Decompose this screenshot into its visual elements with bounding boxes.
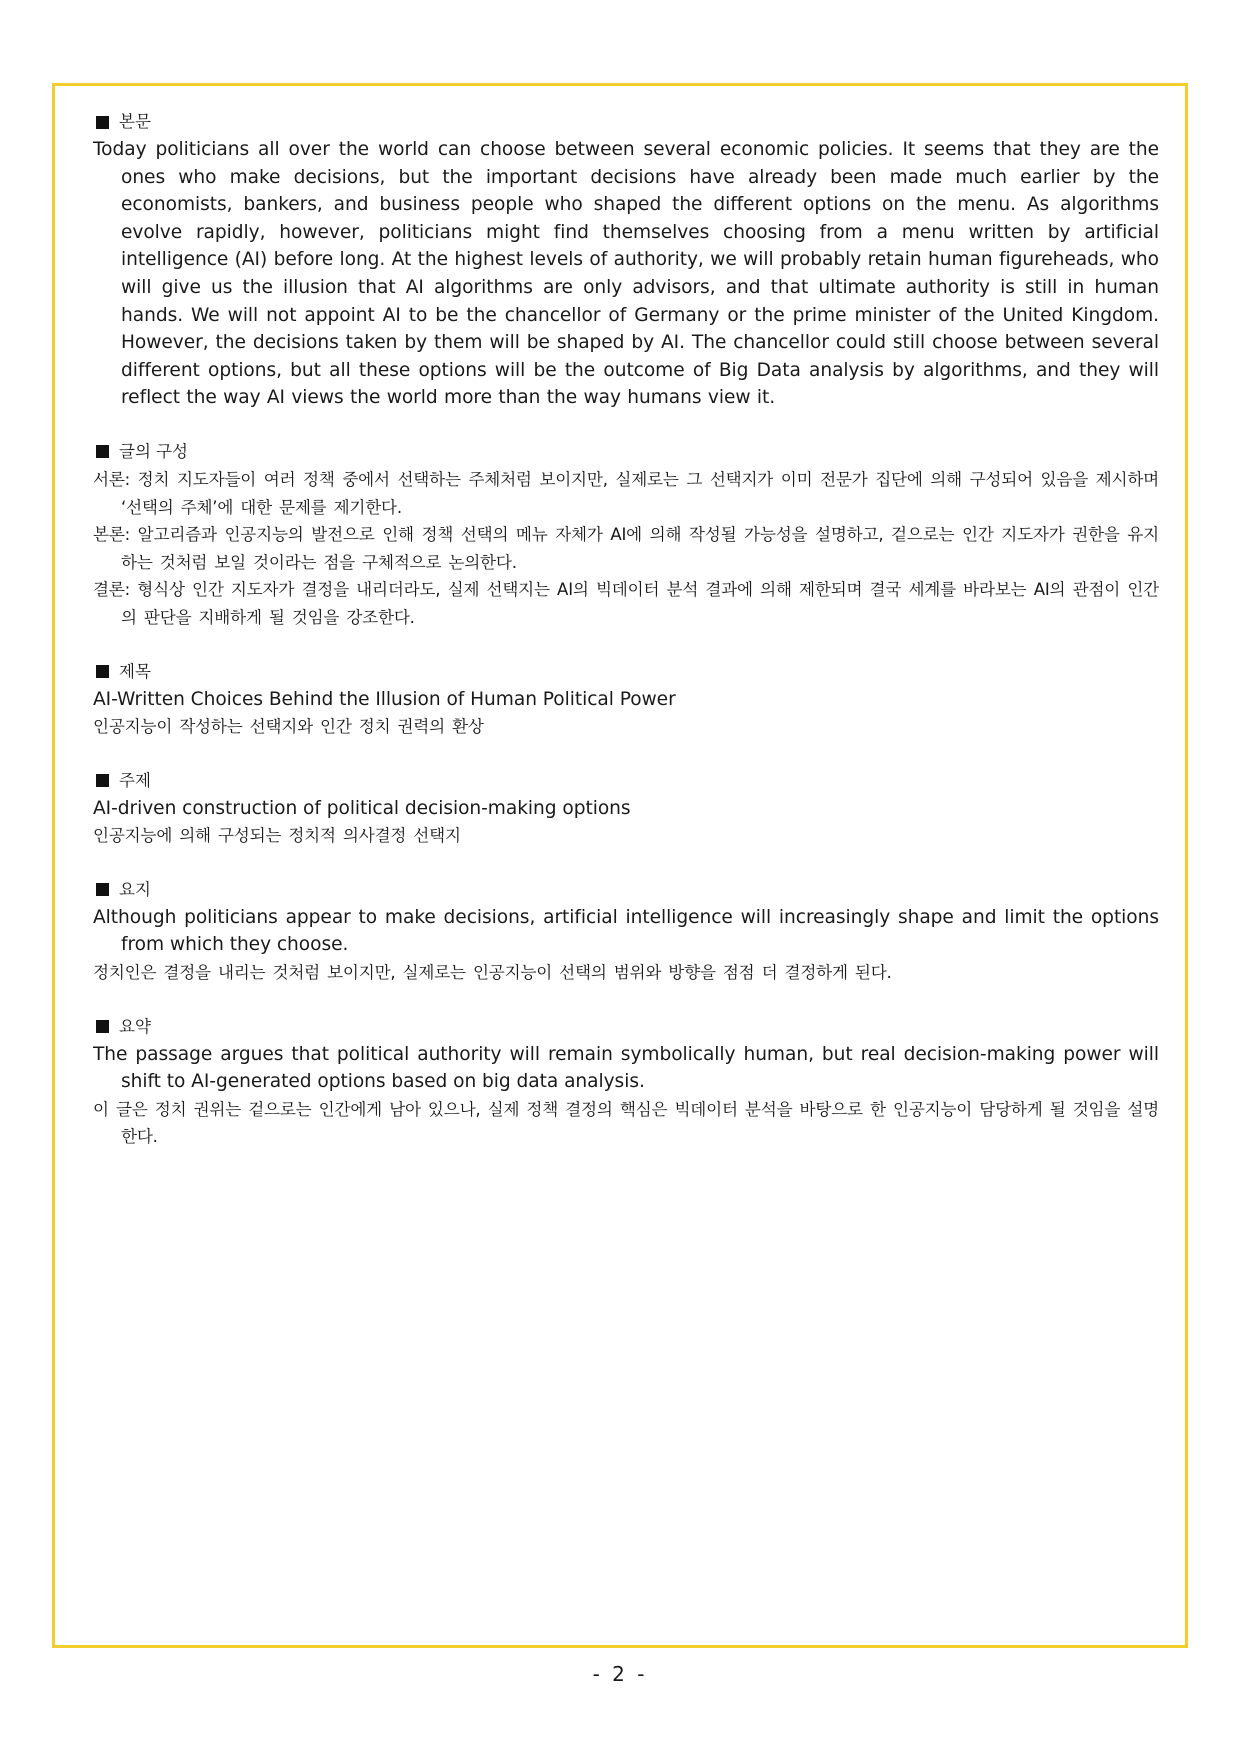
heading-label: 본문: [119, 112, 151, 131]
square-bullet-icon: [96, 774, 109, 787]
structure-conclusion: 결론: 형식상 인간 지도자가 결정을 내리더라도, 실제 선택지는 AI의 빅데이터 분석 결과에 의해 제한되며 결국 세계를 바라보는 AI의 관점이 인간의 판단을 지배하게 될 것임을 강조한다.: [93, 580, 1159, 627]
square-bullet-icon: [96, 883, 109, 896]
topic-english: AI-driven construction of political decision-making options: [93, 797, 631, 819]
document-content: [93, 110, 1159, 1179]
square-bullet-icon: [96, 1020, 109, 1033]
section-heading: [93, 878, 1159, 902]
heading-label: 요지: [119, 879, 151, 899]
section-title: [93, 660, 1159, 741]
section-heading: [93, 769, 1159, 793]
gist-korean: 정치인은 결정을 내리는 것처럼 보이지만, 실제로는 인공지능이 선택의 범위와 방향을 점점 더 결정하게 된다.: [93, 963, 892, 983]
heading-label: 주제: [119, 770, 151, 790]
section-heading: [93, 440, 1159, 464]
section-body: [93, 110, 1159, 412]
section-heading: [93, 110, 1159, 134]
square-bullet-icon: [96, 116, 109, 129]
heading-label: 요약: [119, 1016, 151, 1036]
section-topic: [93, 769, 1159, 850]
heading-label: 제목: [119, 661, 151, 681]
heading-label: 글의 구성: [119, 441, 189, 461]
square-bullet-icon: [96, 445, 109, 458]
section-summary: [93, 1015, 1159, 1151]
section-structure: [93, 440, 1159, 632]
square-bullet-icon: [96, 665, 109, 678]
title-korean: 인공지능이 작성하는 선택지와 인간 정치 권력의 환상: [93, 717, 484, 737]
section-heading: [93, 660, 1159, 684]
gist-english: Although politicians appear to make decisions, artificial intelligence will increasingly shape and limit the options from which they choose.: [93, 906, 1159, 956]
passage-text: Today politicians all over the world can choose between several economic policies. It seems that they are the ones who make decisions, but the important decisions have already been made much earlier by the economists, bankers, and business people who shaped the different options on the menu. As algorithms evolve rapidly, however, politicians might find themselves choosing from a menu written by artificial intelligence (AI) before long. At the highest levels of authority, we will probably retain human figureheads, who will give us the illusion that AI algorithms are only advisors, and that ultimate authority is still in human hands. We will not appoint AI to be the chancellor of Germany or the prime minister of the United Kingdom. However, the decisions taken by them will be shaped by AI. The chancellor could still choose between several different options, but all these options will be the outcome of Big Data analysis by algorithms, and they will reflect the way AI views the world more than the way humans view it.: [93, 139, 1159, 409]
page-number: - 2 -: [592, 1662, 648, 1686]
section-heading: [93, 1015, 1159, 1039]
structure-main: 본론: 알고리즘과 인공지능의 발전으로 인해 정책 선택의 메뉴 자체가 AI에 의해 작성될 가능성을 설명하고, 겉으로는 인간 지도자가 권한을 유지하는 것처럼 보일 것이라는 점을 구체적으로 논의한다.: [93, 525, 1159, 572]
summary-korean: 이 글은 정치 권위는 겉으로는 인간에게 남아 있으나, 실제 정책 결정의 핵심은 빅데이터 분석을 바탕으로 한 인공지능이 담당하게 될 것임을 설명한다.: [93, 1099, 1159, 1147]
title-english: AI-Written Choices Behind the Illusion of Human Political Power: [93, 688, 676, 710]
topic-korean: 인공지능에 의해 구성되는 정치적 의사결정 선택지: [93, 826, 461, 846]
structure-intro: 서론: 정치 지도자들이 여러 정책 중에서 선택하는 주체처럼 보이지만, 실제로는 그 선택지가 이미 전문가 집단에 의해 구성되어 있음을 제시하며 ‘선택의 주체’에 대한 문제를 제기한다.: [93, 469, 1159, 517]
summary-english: The passage argues that political authority will remain symbolically human, but real decision-making power will shift to AI-generated options based on big data analysis.: [93, 1043, 1159, 1093]
section-gist: [93, 878, 1159, 987]
